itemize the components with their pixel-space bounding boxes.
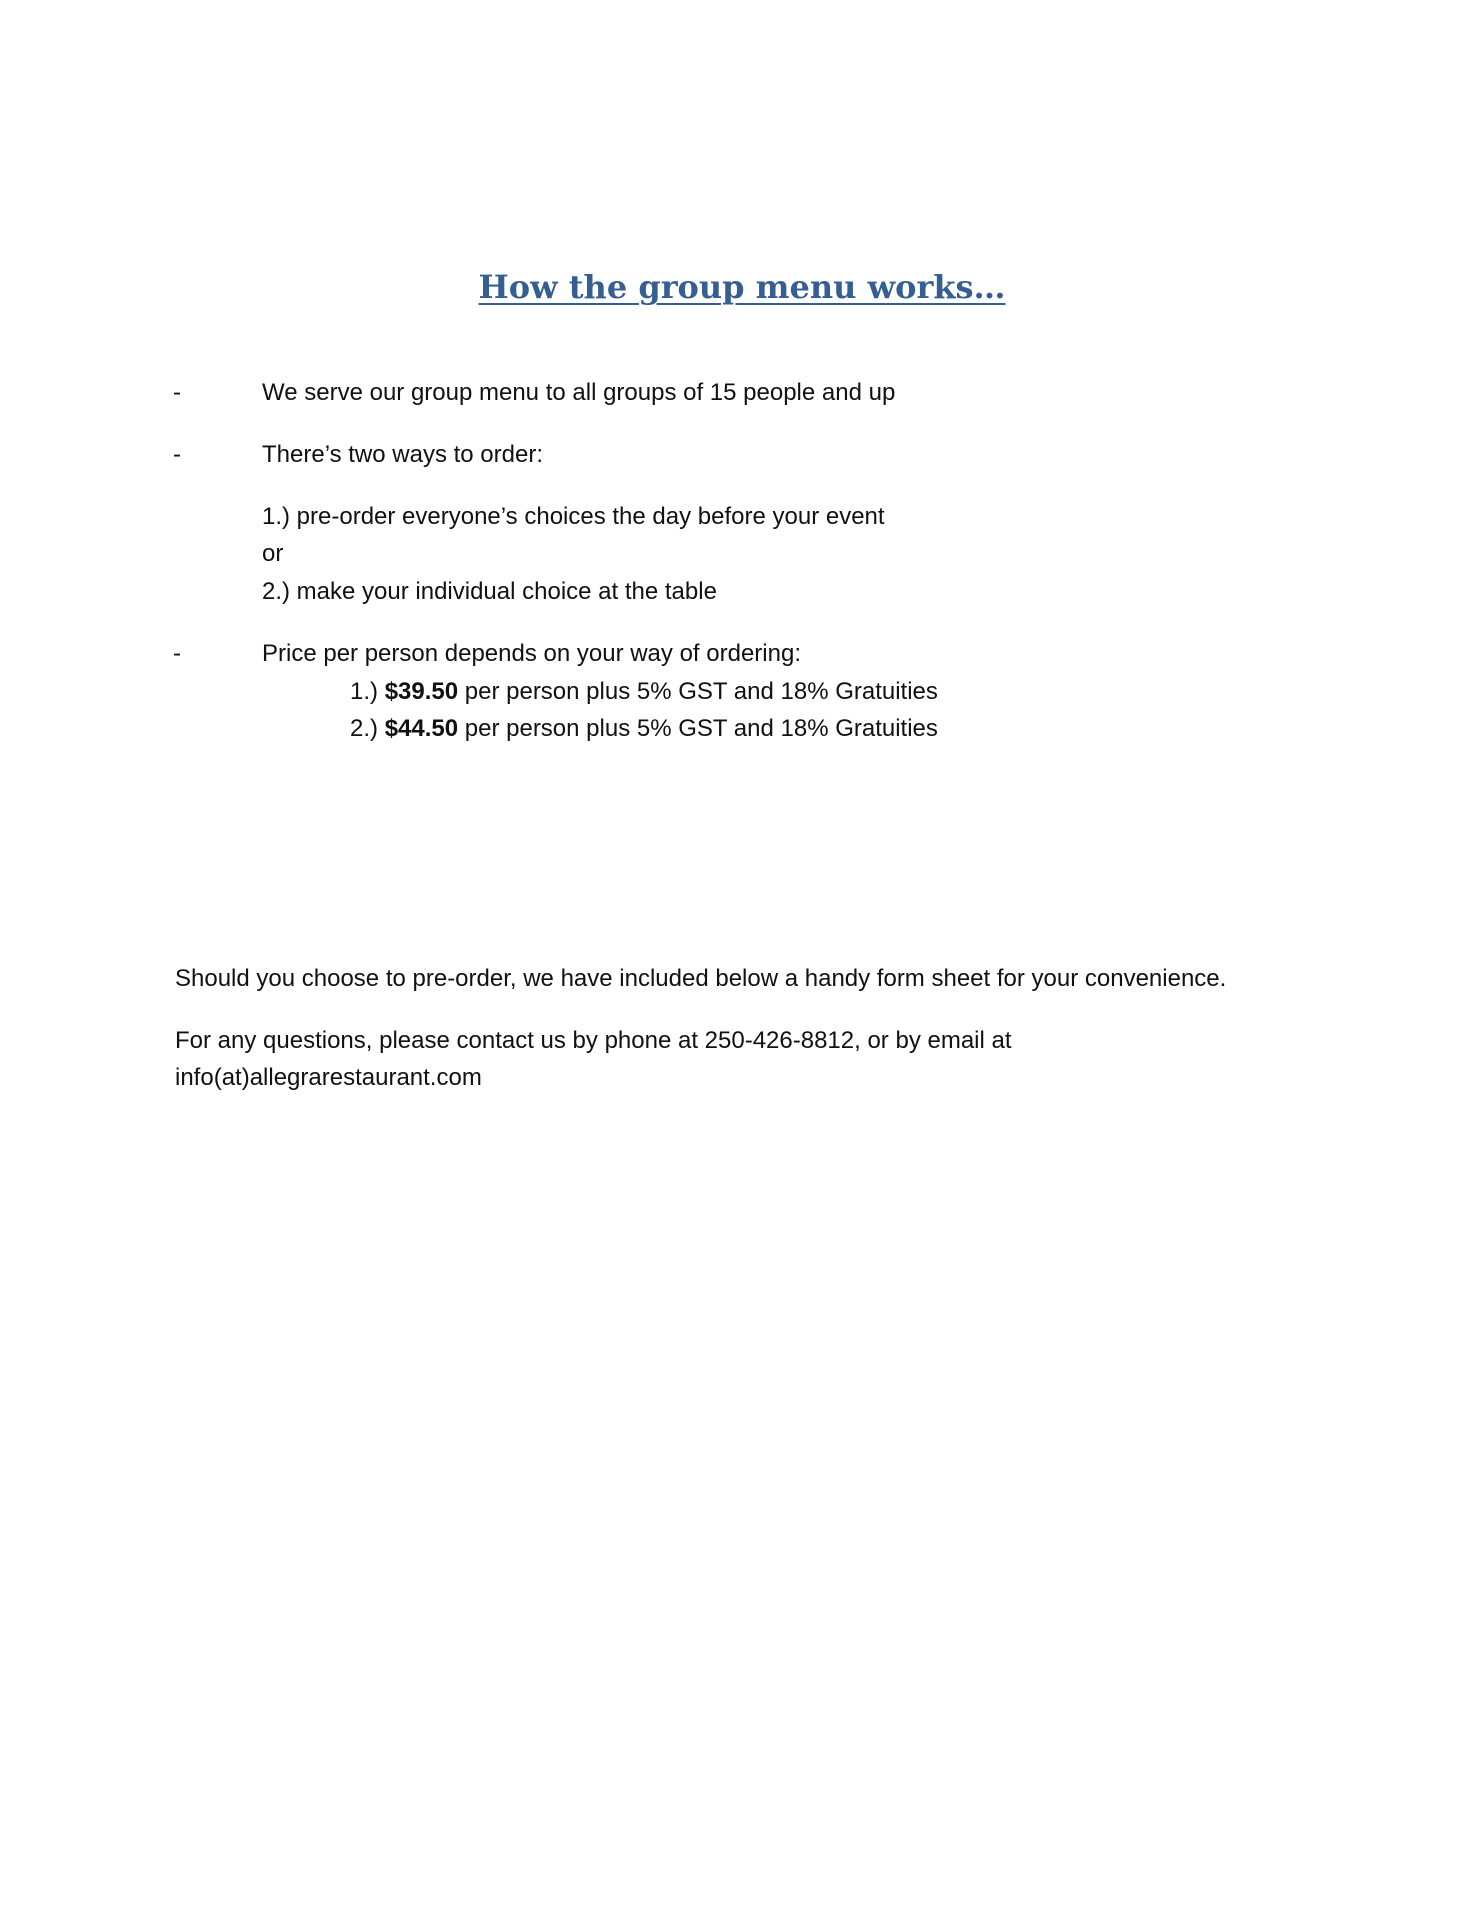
price-suffix: per person plus 5% GST and 18% Gratuities	[458, 715, 938, 742]
page-title: How the group menu works…	[478, 268, 1006, 306]
bullet-group-size: We serve our group menu to all groups of 15 people and up	[262, 379, 896, 406]
order-option-2: 2.) make your individual choice at the table	[262, 578, 717, 605]
bullet-marker: -	[173, 640, 181, 667]
price-amount: $44.50	[384, 715, 459, 742]
contact-paragraph: For any questions, please contact us by phone at 250-426-8812, or by email at	[175, 1027, 1012, 1054]
price-prefix: 2.)	[350, 715, 385, 742]
preorder-paragraph: Should you choose to pre-order, we have included below a handy form sheet for your convenience.	[175, 965, 1227, 992]
bullet-price-info: Price per person depends on your way of ordering:	[262, 640, 801, 667]
price-amount: $39.50	[384, 678, 459, 705]
price-suffix: per person plus 5% GST and 18% Gratuities	[458, 678, 938, 705]
bullet-marker: -	[173, 379, 181, 406]
price-prefix: 1.)	[350, 678, 385, 705]
price-line-1	[350, 677, 938, 707]
order-option-1: 1.) pre-order everyone’s choices the day before your event	[262, 503, 885, 530]
bullet-order-ways: There’s two ways to order:	[262, 441, 544, 468]
price-line-2	[350, 714, 938, 744]
order-option-separator: or	[262, 540, 284, 567]
bullet-marker: -	[173, 441, 181, 468]
contact-email: info(at)allegrarestaurant.com	[175, 1064, 482, 1091]
